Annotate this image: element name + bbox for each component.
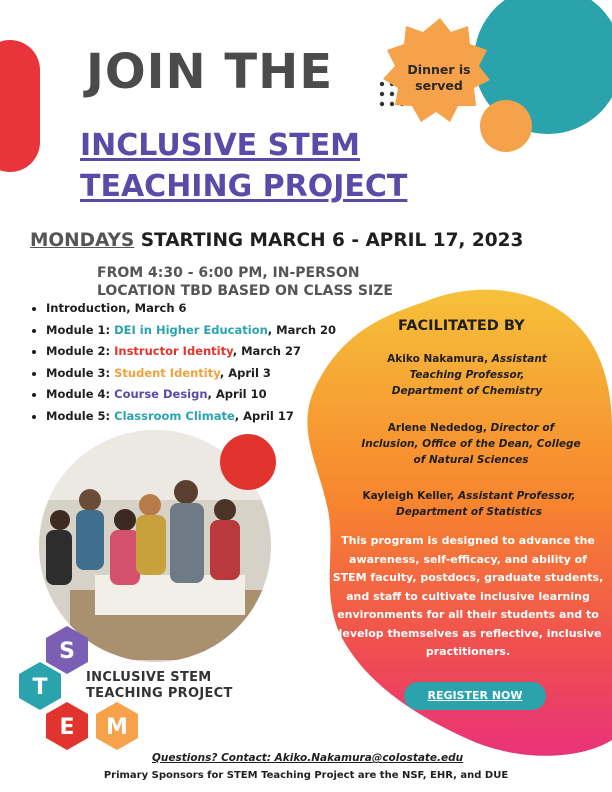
mondays-label: MONDAYS	[30, 230, 135, 251]
list-item: • Module 4: Course Design, April 10	[46, 387, 336, 403]
location-line: LOCATION TBD BASED ON CLASS SIZE	[97, 283, 393, 299]
module-list	[30, 301, 336, 430]
facilitator-1: Akiko Nakamura, Assistant Teaching Professor, Department of Chemistry	[387, 353, 547, 397]
stem-letter-t: T	[32, 675, 48, 700]
sponsors-text: Primary Sponsors for STEM Teaching Project are the NSF, EHR, and DUE	[103, 770, 509, 781]
dinner-badge-line1: Dinner is	[407, 62, 471, 77]
dinner-badge-line2: served	[415, 78, 463, 93]
list-item: • Module 2: Instructor Identity, March 27	[46, 344, 336, 360]
facilitated-by-heading: FACILITATED BY	[398, 318, 525, 334]
title-line-1: INCLUSIVE STEM	[80, 128, 361, 163]
dates-range: STARTING MARCH 6 - APRIL 17, 2023	[140, 230, 524, 251]
stem-letter-m: M	[106, 715, 128, 740]
list-item: • Introduction, March 6	[46, 301, 336, 317]
title-line-2: TEACHING PROJECT	[80, 169, 408, 204]
join-heading: JOIN THE	[86, 44, 334, 100]
stem-letter-e: E	[59, 715, 75, 740]
contact-link[interactable]: Questions? Contact: Akiko.Nakamura@colostate.edu	[152, 752, 464, 764]
list-item: • Module 1: DEI in Higher Education, March 20	[46, 323, 336, 339]
dinner-badge	[398, 62, 480, 94]
logo-text-line2: TEACHING PROJECT	[86, 686, 233, 701]
list-item: • Module 3: Student Identity, April 3	[46, 366, 336, 382]
register-now-button[interactable]: REGISTER NOW	[404, 682, 546, 710]
stem-letter-s: S	[59, 639, 75, 664]
program-description: This program is designed to advance the awareness, self-efficacy, and ability of STEM faculty, postdocs, graduate students, and staff to cultivate inclusive learning environments for all their students and to develop themselves as reflective, inclusive practitioners.	[332, 534, 604, 658]
facilitator-3: Kayleigh Keller, Assistant Professor, Department of Statistics	[362, 490, 576, 518]
facilitator-2: Arlene Nededog, Director of Inclusion, Office of the Dean, College of Natural Sciences	[361, 422, 581, 466]
list-item: • Module 5: Classroom Climate, April 17	[46, 409, 336, 425]
logo-text-line1: INCLUSIVE STEM	[86, 670, 212, 685]
time-line: FROM 4:30 - 6:00 PM, IN-PERSON	[97, 265, 360, 281]
schedule-dates	[30, 230, 523, 251]
